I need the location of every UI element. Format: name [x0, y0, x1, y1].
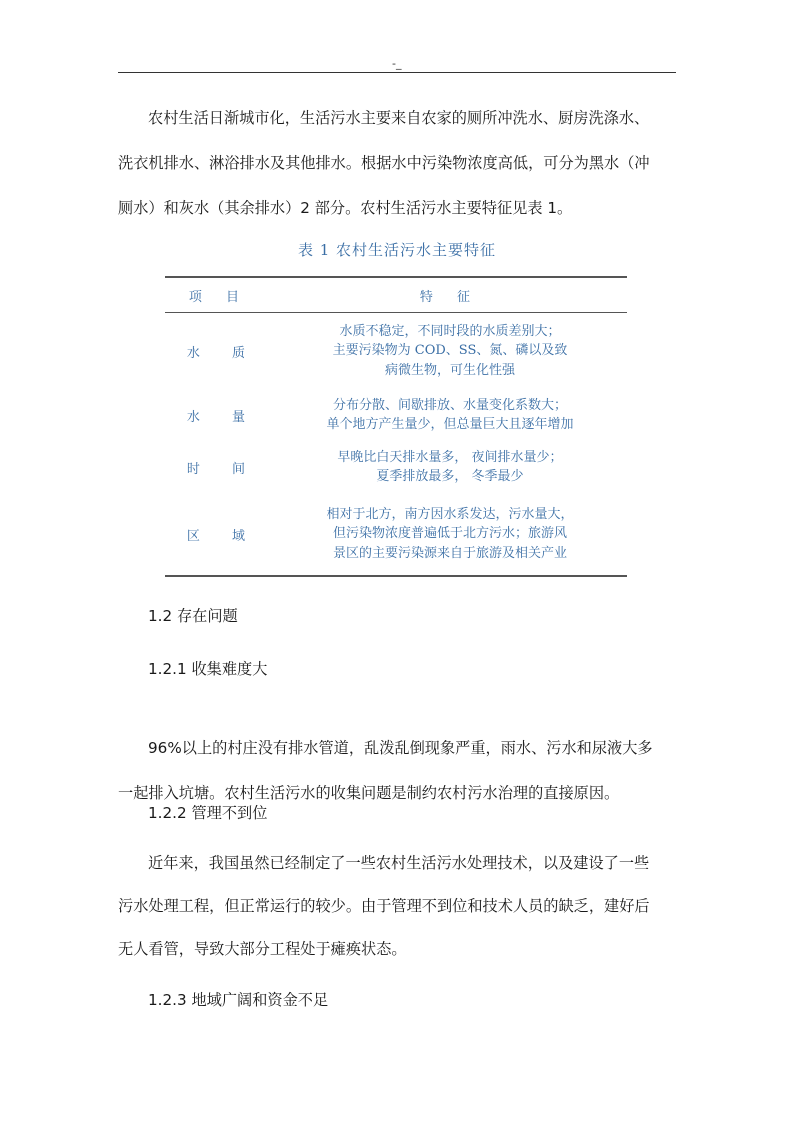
intro-line-2: 洗衣机排水、淋浴排水及其他排水。根据水中污染物浓度高低，可分为黑水（冲	[118, 154, 650, 172]
section-heading-1-2-2: 1.2.2 管理不到位	[148, 804, 268, 822]
section-1-2-1-line-2: 一起排入坑塘。农村生活污水的收集问题是制约农村污水治理的直接原因。	[118, 784, 620, 802]
row-feature	[273, 441, 627, 493]
feature-line: 水质不稳定，不同时段的水质差别大；	[339, 323, 561, 339]
feature-line: 单个地方产生量少，但总量巨大且逐年增加	[326, 417, 574, 432]
intro-line-1: 农村生活日渐城市化，生活污水主要来自农家的厕所冲洗水、厨房洗涤水、	[148, 109, 650, 127]
row-item: 水 质	[186, 345, 260, 361]
row-item: 区 域	[186, 528, 260, 544]
row-item: 时 间	[186, 461, 260, 477]
section-1-2-2-line-1: 近年来，我国虽然已经制定了一些农村生活污水处理技术，以及建设了一些	[148, 854, 650, 872]
table-row	[165, 441, 627, 493]
header-item: 项 目	[188, 289, 250, 305]
table-row	[165, 389, 627, 441]
header-feature: 特 征	[419, 289, 481, 305]
intro-line-3: 厕水）和灰水（其余排水）2 部分。农村生活污水主要特征见表 1。	[118, 199, 573, 217]
table-row	[165, 313, 627, 390]
feature-line: 景区的主要污染源来自于旅游及相关产业	[332, 545, 567, 561]
feature-line: 夏季排放最多， 冬季最少	[376, 469, 524, 484]
row-feature	[273, 493, 627, 576]
section-heading-1-2-3: 1.2.3 地域广阔和资金不足	[148, 991, 329, 1009]
section-1-2-2-line-2: 污水处理工程，但正常运行的较少。由于管理不到位和技术人员的缺乏，建好后	[118, 897, 650, 915]
page-header-mark: -_	[392, 57, 402, 70]
table-caption: 表 1 农村生活污水主要特征	[297, 241, 497, 259]
section-heading-1-2: 1.2 存在问题	[148, 607, 238, 625]
table-row	[165, 493, 627, 576]
feature-line: 但污染物浓度普遍低于北方污水；旅游风	[332, 526, 567, 542]
section-1-2-1-line-1: 96%以上的村庄没有排水管道，乱泼乱倒现象严重，雨水、污水和尿液大多	[148, 739, 653, 757]
characteristics-table	[165, 276, 627, 577]
feature-line: 相对于北方，南方因水系发达，污水量大，	[326, 506, 574, 522]
table-header-row	[165, 277, 627, 313]
feature-line: 分布分散、间歇排放、水量变化系数大；	[332, 397, 567, 413]
row-feature	[273, 389, 627, 441]
header-rule	[118, 72, 676, 73]
characteristics-table-wrap	[165, 276, 627, 577]
feature-line: 早晚比白天排水量多， 夜间排水量少；	[337, 449, 563, 465]
section-1-2-2-line-3: 无人看管，导致大部分工程处于瘫痪状态。	[118, 940, 407, 958]
section-heading-1-2-1: 1.2.1 收集难度大	[148, 660, 268, 678]
row-item: 水 量	[186, 409, 260, 425]
feature-line: 主要污染物为 COD、SS、氮、磷以及致	[332, 343, 568, 359]
feature-line: 病微生物，可生化性强	[384, 362, 515, 378]
row-feature	[273, 313, 627, 390]
